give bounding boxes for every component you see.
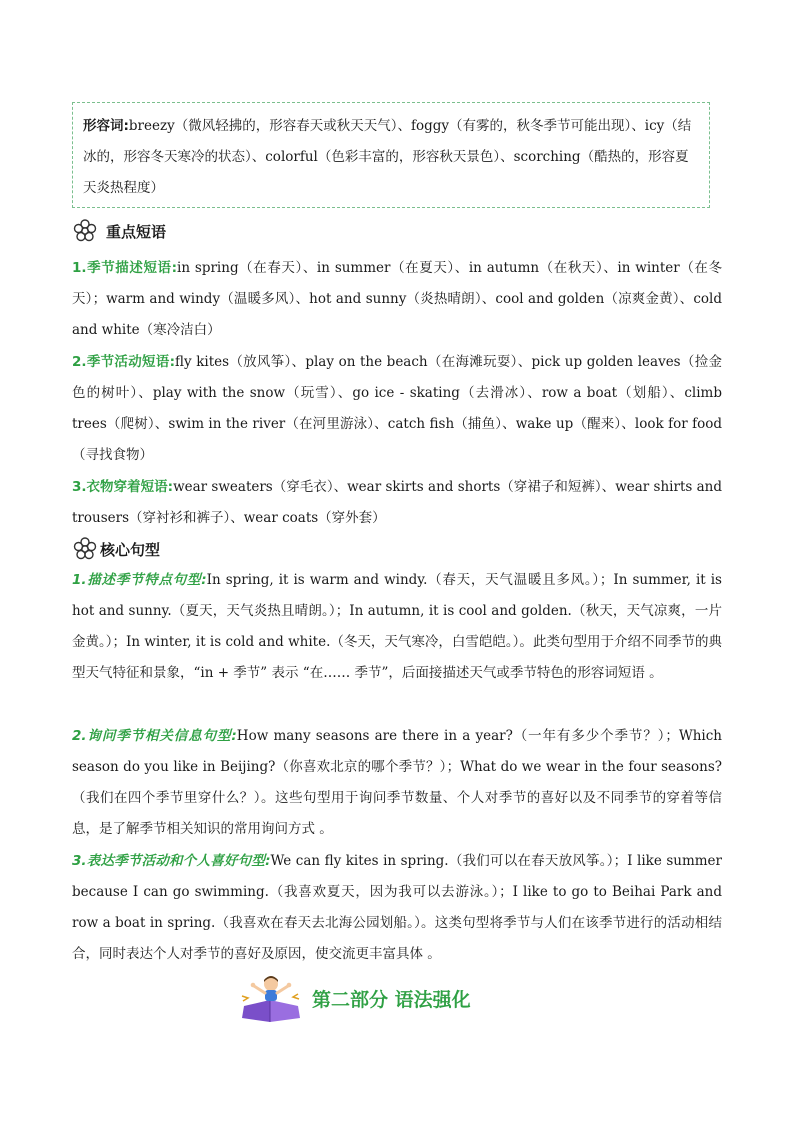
reading-kid-book-icon xyxy=(240,972,302,1024)
sentence-label-2: 2.询问季节相关信息句型: xyxy=(72,728,237,744)
phrase-block-2 xyxy=(72,347,722,471)
phrase-text-1: in spring（在春天）、in summer（在夏天）、in autumn（在秋天）、in winter（在冬天）；warm and windy（温暖多风）、hot and sunny（炎热晴朗）、cool and golden（凉爽金黄）、cold and white（寒冷洁白） xyxy=(72,260,722,338)
sentence-label-3: 3.表达季节活动和个人喜好句型: xyxy=(72,853,271,869)
part-banner-title: 第二部分 语法强化 xyxy=(312,988,471,1011)
adjectives-box xyxy=(72,102,710,208)
phrase-text-2: fly kites（放风筝）、play on the beach（在海滩玩耍）、pick up golden leaves（捡金色的树叶）、play with the snow（玩雪）、go ice - skating（去滑冰）、row a boat（划船）、climb trees（爬树）、swim in the river（在河里游泳）、catch fish（捕鱼）、wake up（醒来）、look for food（寻找食物） xyxy=(72,354,722,463)
phrase-block-1 xyxy=(72,253,722,346)
phrases-heading xyxy=(72,218,166,244)
part-banner xyxy=(240,972,471,1024)
phrase-label-1: 1.季节描述短语: xyxy=(72,260,178,276)
phrase-block-3 xyxy=(72,472,722,534)
phrase-label-3: 3.衣物穿着短语: xyxy=(72,479,174,495)
adjectives-text: breezy（微风轻拂的，形容春天或秋天天气）、foggy（有雾的，秋冬季节可能出现）、icy（结冰的，形容冬天寒冷的状态）、colorful（色彩丰富的，形容秋天景色）、scorching（酷热的，形容夏天炎热程度） xyxy=(83,118,692,196)
sentence-block-3 xyxy=(72,846,722,970)
flower-outline-icon xyxy=(72,218,98,244)
sentence-text-2: How many seasons are there in a year?（一年有多少个季节？）；Which season do you like in Beijing?（你喜欢北京的哪个季节？）；What do we wear in the four seasons?（我们在四个季节里穿什么？）。这些句型用于询问季节数量、个人对季节的喜好以及不同季节的穿着等信息，是了解季节相关知识的常用询问方式 。 xyxy=(72,728,722,837)
sentence-block-1 xyxy=(72,565,722,689)
flower-outline-icon xyxy=(72,536,98,562)
sentences-heading xyxy=(72,536,160,562)
sentence-text-1: In spring, it is warm and windy.（春天，天气温暖且多风。）；In summer, it is hot and sunny.（夏天，天气炎热且晴朗。）；In autumn, it is cool and golden.（秋天，天气凉爽，一片金黄。）；In winter, it is cold and white.（冬天，天气寒冷，白雪皑皑。）。此类句型用于介绍不同季节的典型天气特征和景象，“in + 季节” 表示 “在…… 季节”，后面接描述天气或季节特色的形容词短语 。 xyxy=(72,572,722,681)
adjectives-label: 形容词: xyxy=(83,118,129,134)
sentence-label-1: 1.描述季节特点句型: xyxy=(72,572,207,588)
phrase-label-2: 2.季节活动短语: xyxy=(72,354,175,370)
sentence-text-3: We can fly kites in spring.（我们可以在春天放风筝。）；I like summer because I can go swimming.（我喜欢夏天，因为我可以去游泳。）；I like to go to Beihai Park and row a boat in spring.（我喜欢在春天去北海公园划船。）。这类句型将季节与人们在该季节进行的活动相结合，同时表达个人对季节的喜好及原因，使交流更丰富具体 。 xyxy=(72,853,723,962)
sentence-block-2 xyxy=(72,721,722,845)
phrases-heading-text: 重点短语 xyxy=(106,222,167,241)
sentences-heading-text: 核心句型 xyxy=(100,540,161,559)
phrase-text-3: wear sweaters（穿毛衣）、wear skirts and shorts（穿裙子和短裤）、wear shirts and trousers（穿衬衫和裤子）、wear coats（穿外套） xyxy=(72,479,723,526)
